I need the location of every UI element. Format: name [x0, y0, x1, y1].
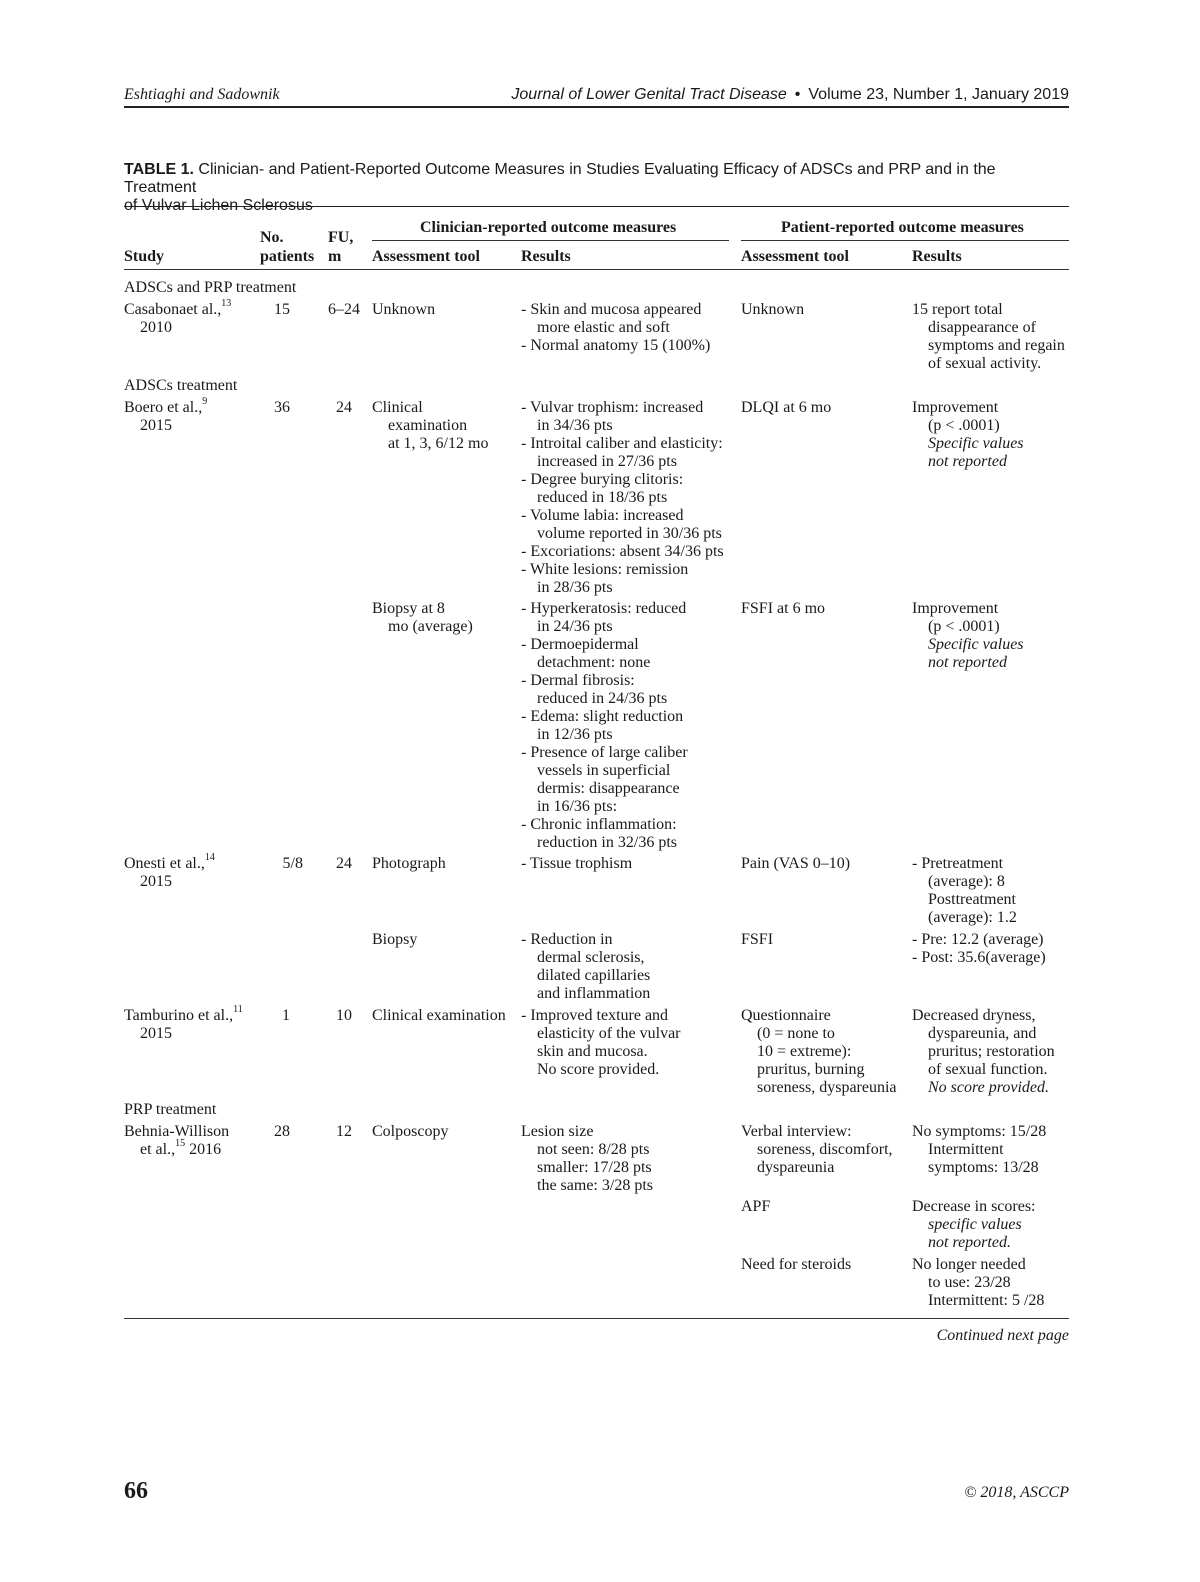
- study-tamburino: [124, 1003, 243, 1025]
- boero-patients: 36: [274, 399, 290, 416]
- onesti-clinician-tool-2: Biopsy: [372, 931, 418, 948]
- result-line: Intermittent: 5 /28: [928, 1292, 1045, 1309]
- result-line: Specific values: [928, 435, 1024, 452]
- reference-number: 11: [233, 1003, 243, 1015]
- result-line: (average): 1.2: [928, 909, 1017, 926]
- result-line: - Post: 35.6(average): [912, 949, 1046, 966]
- behnia-clinician-results: [521, 1123, 653, 1195]
- onesti-patient-results-1: [912, 855, 1017, 927]
- result-line: - Pre: 12.2 (average): [912, 931, 1044, 948]
- result-line: reduced in 18/36 pts: [537, 489, 668, 506]
- copyright: © 2018, ASCCP: [964, 1484, 1069, 1501]
- tool-line: pruritus, burning: [757, 1061, 865, 1078]
- result-line: elasticity of the vulvar: [537, 1025, 681, 1042]
- tamburino-patients: 1: [282, 1007, 290, 1024]
- result-line: - Edema: slight reduction: [521, 708, 684, 725]
- result-line: - White lesions: remission: [521, 561, 689, 578]
- result-line: No longer needed: [912, 1256, 1026, 1273]
- result-line: (average): 8: [928, 873, 1005, 890]
- result-line: - Dermal fibrosis:: [521, 672, 635, 689]
- casabona-patients: 15: [274, 301, 290, 318]
- tamburino-patient-results: [912, 1007, 1055, 1097]
- boero-patient-tool-1: DLQI at 6 mo: [741, 399, 832, 416]
- result-line: Decrease in scores:: [912, 1198, 1036, 1215]
- study-behnia-willison-line2: [140, 1137, 222, 1159]
- result-line: dilated capillaries: [537, 967, 651, 984]
- tool-line: Biopsy at 8: [372, 600, 445, 617]
- result-line: - Normal anatomy 15 (100%): [521, 337, 711, 354]
- onesti-patients: 5/8: [282, 855, 303, 872]
- onesti-patient-tool-2: FSFI: [741, 931, 774, 948]
- clinician-group-rule: [372, 240, 729, 241]
- col-group-patient: Patient-reported outcome measures: [781, 219, 1024, 236]
- result-line: Intermittent: [928, 1141, 1004, 1158]
- result-line: Lesion size: [521, 1123, 594, 1140]
- result-line: in 28/36 pts: [537, 579, 613, 596]
- tool-line: Verbal interview:: [741, 1123, 852, 1140]
- result-line: vessels in superficial: [537, 762, 671, 779]
- onesti-patient-tool-1: Pain (VAS 0–10): [741, 855, 851, 872]
- result-line: - Chronic inflammation:: [521, 816, 677, 833]
- col-header-fu-bottom: m: [328, 248, 342, 265]
- result-line: not reported.: [928, 1234, 1011, 1251]
- tool-line: soreness, discomfort,: [757, 1141, 893, 1158]
- caption-line-1: Clinician- and Patient-Reported Outcome Measures in Studies Evaluating Efficacy of ADSCs and PRP and in the Treatment: [124, 161, 996, 196]
- result-line: Specific values: [928, 636, 1024, 653]
- header-bottom-rule: [124, 269, 1069, 270]
- col-header-fu-top: FU,: [328, 229, 354, 246]
- header-rule: [124, 106, 1069, 108]
- col-header-patient-results: Results: [912, 248, 962, 265]
- result-line: the same: 3/28 pts: [537, 1177, 653, 1194]
- result-line: 15 report total: [912, 301, 1003, 318]
- result-line: - Skin and mucosa appeared: [521, 301, 702, 318]
- result-line: of sexual activity.: [928, 355, 1042, 372]
- result-line: - Vulvar trophism: increased: [521, 399, 704, 416]
- patient-group-rule: [741, 240, 1069, 241]
- reference-number: 13: [221, 297, 232, 309]
- result-line: of sexual function.: [928, 1061, 1048, 1078]
- table-bottom-rule: [124, 1318, 1069, 1319]
- reference-number: 9: [202, 395, 208, 407]
- behnia-patient-results-3: [912, 1256, 1044, 1310]
- col-header-patient-tool: Assessment tool: [741, 248, 849, 265]
- journal-name: Journal of Lower Genital Tract Disease: [511, 86, 787, 103]
- result-line: smaller: 17/28 pts: [537, 1159, 652, 1176]
- result-line: - Excoriations: absent 34/36 pts: [521, 543, 724, 560]
- study-casabona: [124, 297, 232, 319]
- result-line: Posttreatment: [928, 891, 1016, 908]
- boero-clinician-tool-1: [372, 399, 488, 453]
- result-line: Improvement: [912, 600, 999, 617]
- result-line: - Degree burying clitoris:: [521, 471, 684, 488]
- tamburino-clinician-results: [521, 1007, 681, 1079]
- boero-clinician-results-2: [521, 600, 688, 852]
- caption-line-2: of Vulvar Lichen Sclerosus: [124, 197, 313, 214]
- section-heading-prp: PRP treatment: [124, 1101, 217, 1118]
- casabona-clinician-results: [521, 301, 710, 355]
- behnia-clinician-tool: Colposcopy: [372, 1123, 449, 1140]
- result-line: specific values: [928, 1216, 1022, 1233]
- casabona-followup: 6–24: [328, 301, 360, 318]
- result-line: reduction in 32/36 pts: [537, 834, 677, 851]
- study-boero: [124, 395, 208, 417]
- result-line: symptoms and regain: [928, 337, 1065, 354]
- boero-patient-results-1: [912, 399, 1024, 471]
- result-line: to use: 23/28: [928, 1274, 1011, 1291]
- result-line: - Reduction in: [521, 931, 613, 948]
- col-header-clinician-tool: Assessment tool: [372, 248, 480, 265]
- boero-clinician-results-1: [521, 399, 724, 597]
- result-line: dermis: disappearance: [537, 780, 680, 797]
- table-label: TABLE 1.: [124, 161, 194, 178]
- study-name: Casabonaet al.,: [124, 301, 222, 318]
- boero-followup: 24: [336, 399, 352, 416]
- study-name: Boero et al.,: [124, 399, 203, 416]
- tool-line: Questionnaire: [741, 1007, 831, 1024]
- tamburino-clinician-tool: Clinical examination: [372, 1007, 506, 1024]
- running-header-authors: Eshtiaghi and Sadownik: [124, 86, 280, 103]
- result-line: No score provided.: [537, 1061, 660, 1078]
- result-line: dyspareunia, and: [928, 1025, 1037, 1042]
- tamburino-patient-tool: [741, 1007, 897, 1097]
- reference-number: 15: [175, 1137, 186, 1149]
- tool-line: dyspareunia: [757, 1159, 835, 1176]
- result-line: detachment: none: [537, 654, 651, 671]
- col-group-clinician: Clinician-reported outcome measures: [420, 219, 677, 236]
- study-name: Onesti et al.,: [124, 855, 205, 872]
- result-line: reduced in 24/36 pts: [537, 690, 668, 707]
- behnia-patient-tool-3: Need for steroids: [741, 1256, 852, 1273]
- study-casabona-year: 2010: [140, 319, 172, 336]
- tool-line: 10 = extreme):: [757, 1043, 852, 1060]
- result-line: - Introital caliber and elasticity:: [521, 435, 723, 452]
- continued-note: Continued next page: [936, 1327, 1069, 1344]
- study-behnia-willison: Behnia-Willison: [124, 1123, 230, 1140]
- result-line: - Pretreatment: [912, 855, 1004, 872]
- result-line: more elastic and soft: [537, 319, 670, 336]
- result-line: in 12/36 pts: [537, 726, 613, 743]
- onesti-clinician-results-2: [521, 931, 650, 1003]
- reference-number: 14: [204, 851, 215, 863]
- study-tamburino-year: 2015: [140, 1025, 172, 1042]
- result-line: - Improved texture and: [521, 1007, 669, 1024]
- result-line: in 34/36 pts: [537, 417, 613, 434]
- study-onesti: [124, 851, 215, 873]
- result-line: Improvement: [912, 399, 999, 416]
- col-header-no-bottom: patients: [260, 248, 315, 265]
- result-line: No score provided.: [928, 1079, 1050, 1096]
- onesti-followup: 24: [336, 855, 352, 872]
- result-line: - Hyperkeratosis: reduced: [521, 600, 687, 617]
- col-header-clinician-results: Results: [521, 248, 571, 265]
- result-line: not reported: [928, 654, 1007, 671]
- result-line: No symptoms: 15/28: [912, 1123, 1047, 1140]
- behnia-patient-results-1: [912, 1123, 1046, 1177]
- bullet-separator: •: [794, 86, 801, 103]
- behnia-patient-tool-2: APF: [741, 1198, 771, 1215]
- result-line: skin and mucosa.: [537, 1043, 648, 1060]
- tool-line: mo (average): [388, 618, 473, 635]
- study-name: Tamburino et al.,: [124, 1007, 234, 1024]
- result-line: disappearance of: [928, 319, 1036, 336]
- result-line: volume reported in 30/36 pts: [537, 525, 722, 542]
- result-line: not seen: 8/28 pts: [537, 1141, 650, 1158]
- onesti-clinician-results-1: - Tissue trophism: [521, 855, 633, 872]
- tool-line: Clinical: [372, 399, 423, 416]
- result-line: and inflammation: [537, 985, 651, 1002]
- col-header-no-top: No.: [260, 229, 284, 246]
- tamburino-followup: 10: [336, 1007, 352, 1024]
- casabona-patient-tool: Unknown: [741, 301, 805, 318]
- casabona-patient-results: [912, 301, 1065, 373]
- study-year: 2016: [189, 1141, 222, 1158]
- result-line: pruritus; restoration: [928, 1043, 1055, 1060]
- boero-patient-tool-2: FSFI at 6 mo: [741, 600, 826, 617]
- page-number: 66: [124, 1478, 148, 1504]
- table-top-rule: [124, 206, 1069, 207]
- boero-patient-results-2: [912, 600, 1024, 672]
- onesti-clinician-tool-1: Photograph: [372, 855, 446, 872]
- behnia-followup: 12: [336, 1123, 352, 1140]
- result-line: increased in 27/36 pts: [537, 453, 677, 470]
- behnia-patients: 28: [274, 1123, 290, 1140]
- journal-issue: Volume 23, Number 1, January 2019: [808, 86, 1069, 103]
- result-line: not reported: [928, 453, 1007, 470]
- result-line: in 24/36 pts: [537, 618, 613, 635]
- onesti-patient-results-2: [912, 931, 1046, 967]
- tool-line: at 1, 3, 6/12 mo: [388, 435, 489, 452]
- tool-line: (0 = none to: [757, 1025, 835, 1042]
- result-line: - Presence of large caliber: [521, 744, 688, 761]
- section-heading-adsc-prp: ADSCs and PRP treatment: [124, 279, 297, 296]
- casabona-clinician-tool: Unknown: [372, 301, 436, 318]
- section-heading-adsc: ADSCs treatment: [124, 377, 238, 394]
- tool-line: examination: [388, 417, 468, 434]
- col-header-study: Study: [124, 248, 165, 265]
- result-line: Decreased dryness,: [912, 1007, 1036, 1024]
- result-line: - Dermoepidermal: [521, 636, 639, 653]
- result-line: symptoms: 13/28: [928, 1159, 1039, 1176]
- running-header-journal: [511, 86, 1069, 104]
- result-line: in 16/36 pts:: [537, 798, 618, 815]
- result-line: (p < .0001): [928, 417, 1000, 434]
- result-line: - Volume labia: increased: [521, 507, 684, 524]
- study-boero-year: 2015: [140, 417, 172, 434]
- study-name: et al.,: [140, 1141, 176, 1158]
- boero-clinician-tool-2: [372, 600, 473, 636]
- study-onesti-year: 2015: [140, 873, 172, 890]
- behnia-patient-tool-1: [741, 1123, 893, 1177]
- behnia-patient-results-2: [912, 1198, 1036, 1252]
- tool-line: soreness, dyspareunia: [757, 1079, 897, 1096]
- result-line: (p < .0001): [928, 618, 1000, 635]
- result-line: dermal sclerosis,: [537, 949, 645, 966]
